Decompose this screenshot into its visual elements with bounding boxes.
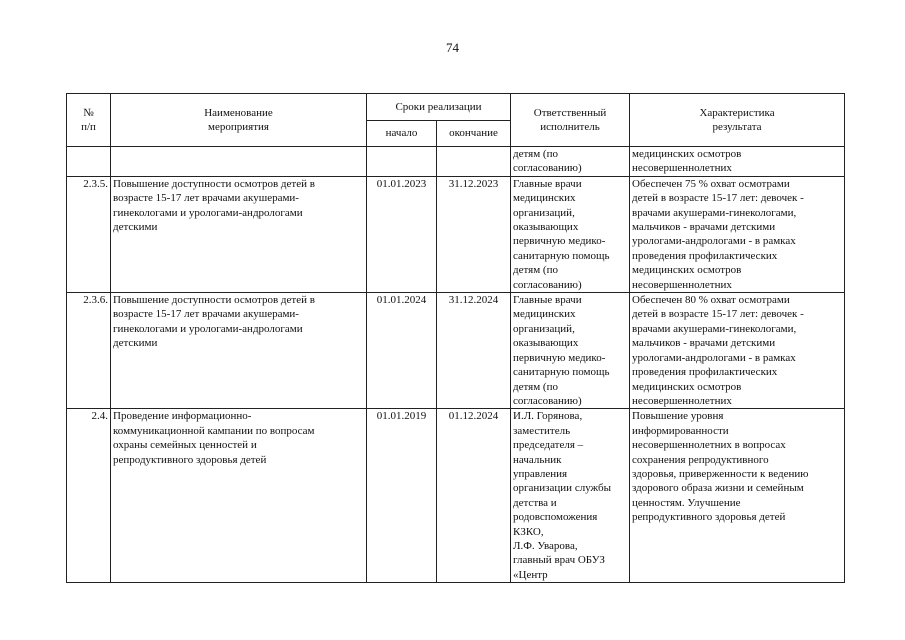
- table-row: [67, 176, 845, 292]
- row-end: 31.12.2023: [437, 176, 511, 292]
- row-end: [437, 147, 511, 177]
- header-name: Наименование мероприятия: [111, 94, 367, 147]
- row-result: Обеспечен 75 % охват осмотрами детей в возрасте 15-17 лет: девочек - врачами акушерами-гинекологами, мальчиков - врачами детскими урологами-андрологами - в рамках проведения профилактических медицинских осмотров несовершеннолетних: [630, 176, 845, 292]
- row-number: 2.3.6.: [67, 293, 111, 409]
- page-number: 74: [446, 40, 459, 55]
- table-row: [67, 293, 845, 409]
- row-number: 2.3.5.: [67, 176, 111, 292]
- table-row: [67, 409, 845, 583]
- row-result: Обеспечен 80 % охват осмотрами детей в возрасте 15-17 лет: девочек - врачами акушерами-гинекологами, мальчиков - врачами детскими урологами-андрологами - в рамках проведения профилактических медицинских осмотров несовершеннолетних: [630, 293, 845, 409]
- row-name: Повышение доступности осмотров детей в возрасте 15-17 лет врачами акушерами- гинекологами и урологами-андрологами детскими: [111, 176, 367, 292]
- row-end: 31.12.2024: [437, 293, 511, 409]
- row-end: 01.12.2024: [437, 409, 511, 583]
- row-responsible: Главные врачи медицинских организаций, оказывающих первичную медико- санитарную помощь детям (по согласованию): [511, 293, 630, 409]
- row-start: 01.01.2019: [367, 409, 437, 583]
- row-start: [367, 147, 437, 177]
- header-end: окончание: [437, 121, 511, 147]
- row-responsible: Главные врачи медицинских организаций, оказывающих первичную медико- санитарную помощь детям (по согласованию): [511, 176, 630, 292]
- row-number: [67, 147, 111, 177]
- row-name: Проведение информационно- коммуникационной кампании по вопросам охраны семейных ценностей и репродуктивного здоровья детей: [111, 409, 367, 583]
- header-responsible: Ответственный исполнитель: [511, 94, 630, 147]
- header-period: Сроки реализации: [367, 94, 511, 121]
- header-number: № п/п: [67, 94, 111, 147]
- header-result: Характеристика результата: [630, 94, 845, 147]
- row-number: 2.4.: [67, 409, 111, 583]
- plan-table: [66, 93, 845, 583]
- row-responsible: И.Л. Горянова, заместитель председателя – начальник управления организации службы детства и родовспоможения КЗКО, Л.Ф. Уварова, главный врач ОБУЗ «Центр: [511, 409, 630, 583]
- row-start: 01.01.2023: [367, 176, 437, 292]
- row-name: Повышение доступности осмотров детей в возрасте 15-17 лет врачами акушерами- гинекологами и урологами-андрологами детскими: [111, 293, 367, 409]
- table-row: [67, 147, 845, 177]
- row-name: [111, 147, 367, 177]
- row-result: Повышение уровня информированности несовершеннолетних в вопросах сохранения репродуктивного здоровья, приверженности к ведению здорового образа жизни и семейным ценностям. Улучшение репродуктивного здоровья детей: [630, 409, 845, 583]
- row-responsible: детям (по согласованию): [511, 147, 630, 177]
- row-result: медицинских осмотров несовершеннолетних: [630, 147, 845, 177]
- row-start: 01.01.2024: [367, 293, 437, 409]
- header-start: начало: [367, 121, 437, 147]
